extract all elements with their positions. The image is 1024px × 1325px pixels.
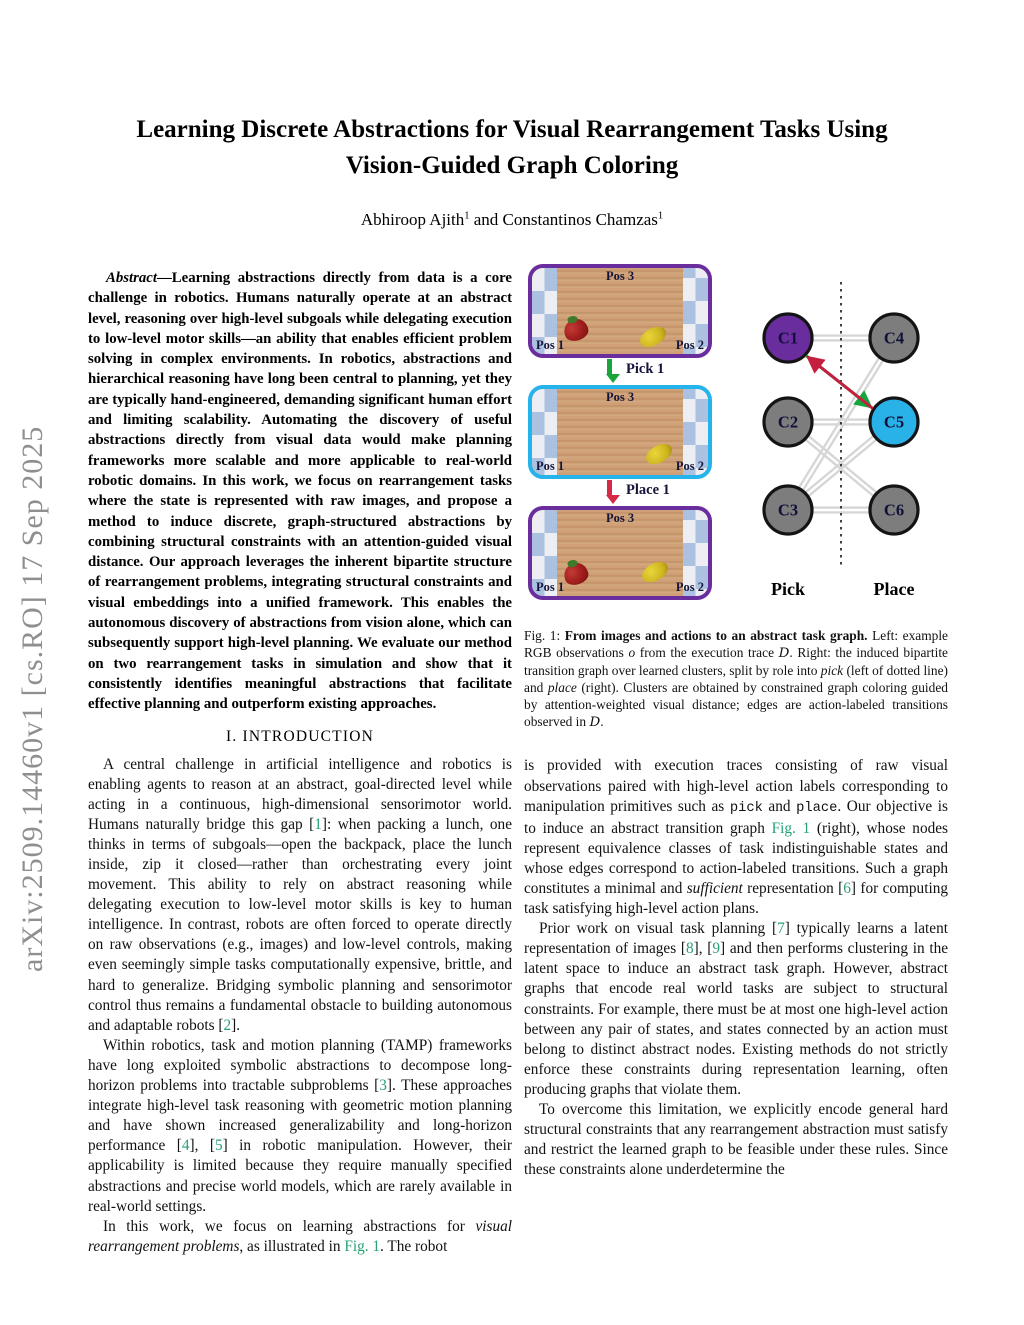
text-segment: . The robot xyxy=(380,1237,448,1255)
rgb-observation-2 xyxy=(528,385,712,479)
graph-column-label-place: Place xyxy=(873,579,915,599)
graph-node-label: C1 xyxy=(777,328,799,348)
pick-arrow-icon xyxy=(606,359,613,383)
text-segment: representation [ xyxy=(742,880,844,897)
strawberry-leaf xyxy=(567,315,579,325)
text-segment: In this work, we focus on learning abstractions for xyxy=(103,1217,476,1235)
section-heading-introduction: I. INTRODUCTION xyxy=(225,727,374,745)
paper-header xyxy=(98,112,926,230)
text-segment: ]: when packing a lunch, one thinks in terms of subgoals—open the backpack, place the lunch inside, zip it closed—rather than orchestrating every joint movement. This ability to rely on abstract reasoning while delegating execution to low-level motor skills is key to human intelligence. In contrast, robots are often forced to operate directly on raw observations (e.g., images) and low-level controls, making even seemingly simple tasks computationally expensive, brittle, and hard to generalize. Bridging symbolic planning and sensorimotor control thus remains a fundamental obstacle to building autonomous and adaptable robots [ xyxy=(88,815,512,1034)
text-segment: pick xyxy=(820,662,844,678)
pos3-label: Pos 3 xyxy=(605,269,635,283)
rgb-observation-3 xyxy=(528,506,712,600)
pos1-label: Pos 1 xyxy=(536,459,565,473)
lemon-icon xyxy=(642,440,675,468)
text-segment: ] typically learns a latent representation of images [ xyxy=(524,920,948,958)
text-segment: To overcome this limitation, we explicitly encode general hard structural constraints that any rearrangement abstraction must satisfy and restrict the learned graph to be feasible under these rules. Since these constraints alone underdetermine the xyxy=(524,1101,948,1179)
text-segment: pick xyxy=(729,800,763,816)
pos2-label: Pos 2 xyxy=(675,459,704,473)
text-segment: place xyxy=(547,679,577,695)
transition-2 xyxy=(528,479,712,506)
citation-link[interactable]: 1 xyxy=(314,815,322,833)
text-segment: sufficient xyxy=(686,880,743,897)
graph-node-label: C3 xyxy=(777,500,799,520)
text-segment: , as illustrated in xyxy=(239,1237,345,1255)
body-paragraph-1 xyxy=(524,756,948,919)
body-paragraph-2 xyxy=(524,919,948,1100)
text-segment: —Learning abstractions directly from data is a core challenge in robotics. Humans naturally operate at an abstract level, reasoning over high-level subgoals while delegating execution to low-level motor skills—an ability that enables efficient problem solving in complex environments. In robotics, abstractions and hierarchical reasoning have long been central to planning, yet they are typically hand-engineered, demanding significant human effort and limiting scalability. Automating the discovery of useful abstractions directly from visual data would make planning frameworks more scalable and more applicable to real-world robotic domains. In this work, we focus on rearrangement tasks where the state is represented with raw images, and propose a method to induce discrete, graph-structured abstractions by combining structural constraints with an attention-guided visual distance. Our approach leverages the inherent bipartite structure of rearrangement problems, integrating structural constraints and visual embeddings into a unified framework. This enables the autonomous discovery of abstractions from vision alone, which can subsequently support high-level planning. We evaluate our method on two rearrangement tasks in simulation and show that it consistently identifies meaningful abstractions that facilitate effective planning and outperform existing approaches. xyxy=(88,270,512,713)
text-segment: . Right: the induced bipartite transition graph over learned clusters, split by role into xyxy=(524,644,948,678)
text-segment: Left: example RGB observations xyxy=(524,628,948,660)
strawberry-icon xyxy=(561,316,590,343)
text-segment: A central challenge in artificial intelligence and robotics is enabling agents to reason at an abstract, goal-directed level while acting in a continuous, high-dimensional sensorimotor world. Humans naturally bridge this gap [ xyxy=(88,755,512,833)
pos3-label: Pos 3 xyxy=(605,390,635,404)
strawberry-icon xyxy=(561,560,590,587)
citation-link[interactable]: 6 xyxy=(843,880,851,897)
intro-paragraph-3 xyxy=(88,1217,512,1257)
body-paragraph-3 xyxy=(524,1100,948,1180)
text-segment: ], [ xyxy=(693,940,713,958)
arrow-shaft xyxy=(607,359,612,374)
authors-line xyxy=(98,210,926,230)
observation-stack xyxy=(528,264,712,600)
intro-paragraph-1 xyxy=(88,755,512,1036)
text-segment: ] and then performs clustering in the latent space to induce an abstract task graph. However, abstract graphs that encode real world tasks are subject to structural constraints. For example, there must be at most one high-level action between any pair of states, and states connected by an action must belong to distinct abstract nodes. Existing methods do not strictly enforce these constraints during representation learning, often producing graphs that violate them. xyxy=(524,940,949,1098)
intro-paragraph-2 xyxy=(88,1036,512,1217)
transition-1 xyxy=(528,358,712,385)
abstract xyxy=(88,268,512,715)
paper-title: Learning Discrete Abstractions for Visual Rearrangement Tasks Using Vision-Guided Graph Coloring xyxy=(136,116,888,179)
text-segment: . xyxy=(600,713,604,729)
text-segment: ]. xyxy=(231,1016,241,1034)
graph-node-label: C2 xyxy=(777,412,799,432)
text-segment: Fig. 1: xyxy=(524,628,565,643)
pos1-label: Pos 1 xyxy=(536,580,565,594)
text-segment: (right). Clusters are obtained by constrained graph coloring guided by attention-weighted visual distance; edges are action-labeled transitions observed in xyxy=(524,679,948,729)
pos3-label: Pos 3 xyxy=(605,511,635,525)
text-segment: and xyxy=(762,797,797,815)
text-segment: (right), whose nodes represent equivalence classes of task indistinguishable states and whose edges correspond to action-labeled transitions. Such a graph constitutes a minimal and xyxy=(524,819,948,897)
arxiv-watermark: arXiv:2509.14460v1 [cs.RO] 17 Sep 2025 xyxy=(16,425,49,972)
arrow-head xyxy=(606,374,620,383)
text-segment: ]. These approaches integrate high-level task reasoning with geometric motion planning and have shown increased generalizability and long-horizon performance [ xyxy=(88,1077,512,1155)
strawberry-leaf xyxy=(567,558,579,568)
text-segment: 1 xyxy=(657,210,664,222)
figure-link[interactable]: Fig. 1 xyxy=(344,1237,381,1255)
arrow-shaft xyxy=(607,480,612,495)
text-segment: From images and actions to an abstract task graph. xyxy=(564,628,868,643)
text-segment: and Constantinos Chamzas xyxy=(469,210,658,229)
arrow-head xyxy=(606,495,620,504)
citation-link[interactable]: 3 xyxy=(379,1077,387,1095)
citation-link[interactable]: 4 xyxy=(181,1137,190,1155)
transition-label: Place 1 xyxy=(626,482,670,498)
text-segment: 1 xyxy=(464,210,470,222)
task-graph xyxy=(736,268,942,604)
citation-link[interactable]: 2 xyxy=(223,1016,232,1034)
left-column xyxy=(88,268,512,1257)
graph-node-label: C4 xyxy=(883,328,905,348)
text-segment: D xyxy=(589,714,601,730)
text-segment: Abhiroop Ajith xyxy=(360,210,465,229)
place-arrow-icon xyxy=(606,480,613,504)
right-column xyxy=(524,262,948,1180)
figure-1 xyxy=(524,262,948,618)
graph-node-label: C5 xyxy=(883,412,905,432)
pos1-label: Pos 1 xyxy=(536,338,565,352)
text-segment: ], [ xyxy=(189,1137,215,1155)
rgb-observation-1 xyxy=(528,264,712,358)
lemon-icon xyxy=(639,558,672,586)
text-segment: ] for computing task satisfying high-level action plans. xyxy=(524,880,948,918)
text-segment: . Our objective is to induce an abstract transition graph xyxy=(524,797,948,837)
text-segment: ] in robotic manipulation. However, their applicability is limited because they require manually specified abstractions and precise world models, which are rarely available in real-world settings. xyxy=(88,1137,513,1215)
figure-1-caption xyxy=(524,628,948,731)
text-segment: Prior work on visual task planning [ xyxy=(539,920,778,938)
text-segment: place xyxy=(796,800,838,816)
text-segment: Abstract xyxy=(106,270,157,286)
pos2-label: Pos 2 xyxy=(675,338,704,352)
bipartite-graph-svg xyxy=(736,268,942,604)
lemon-icon xyxy=(637,323,670,351)
citation-link[interactable]: 8 xyxy=(685,940,694,958)
text-segment: is provided with execution traces consisting of raw visual observations paired with high-level action labels corresponding to manipulation primitives such as xyxy=(524,757,948,815)
text-segment: (left of dotted line) and xyxy=(524,662,948,695)
text-segment: visual rearrangement problems xyxy=(88,1217,512,1255)
pos2-label: Pos 2 xyxy=(675,580,704,594)
citation-link[interactable]: 7 xyxy=(777,920,785,938)
transition-label: Pick 1 xyxy=(626,361,665,377)
figure-link[interactable]: Fig. 1 xyxy=(771,819,811,837)
text-segment: Within robotics, task and motion planning (TAMP) frameworks have long exploited symbolic abstractions to decompose long-horizon problems into tractable subproblems [ xyxy=(88,1036,512,1095)
text-segment: D xyxy=(778,645,790,661)
citation-link[interactable]: 5 xyxy=(214,1137,223,1155)
right-column-body xyxy=(524,756,948,1180)
graph-column-label-pick: Pick xyxy=(771,579,805,599)
graph-node-label: C6 xyxy=(883,500,905,520)
text-segment: from the execution trace xyxy=(635,644,779,660)
text-segment: o xyxy=(628,644,636,660)
citation-link[interactable]: 9 xyxy=(712,940,721,958)
